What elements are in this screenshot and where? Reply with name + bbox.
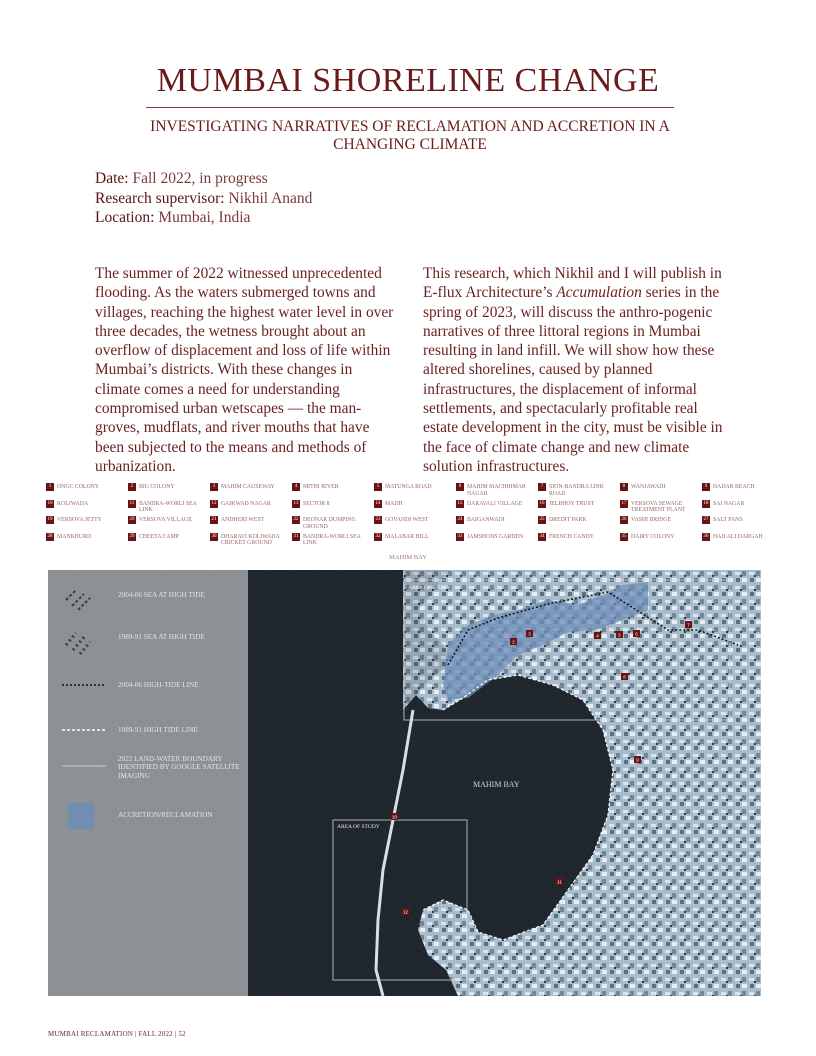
place-number: 22 <box>293 517 299 522</box>
place-name: DADAR BEACH <box>713 484 755 490</box>
place-name: MITHI RIVER <box>303 484 339 490</box>
place-number: 35 <box>621 533 627 539</box>
place-number: 21 <box>211 517 217 522</box>
place-number: 25 <box>539 517 545 522</box>
series-name: Accumulation <box>556 284 642 302</box>
legend-label-accretion: ACCRETION/RECLAMATION <box>118 811 213 819</box>
place-number: 33 <box>457 533 463 539</box>
place-name: VERSOVA SEWAGE TREATMENT PLANT <box>631 500 686 514</box>
svg-text:3: 3 <box>528 631 531 637</box>
supervisor-label: Research supervisor: <box>95 189 225 207</box>
map-marker <box>594 632 601 639</box>
place-name: DEONAR DUMPING GROUND <box>303 517 356 530</box>
svg-text:9: 9 <box>636 757 639 763</box>
place-number: 17 <box>621 500 627 506</box>
place-number: 2 <box>128 483 136 491</box>
place-name: DARAVALI VILLAGE <box>467 500 523 507</box>
place-name: BANDRA-WORLI SEA LINK <box>139 500 197 514</box>
place-number: 31 <box>293 533 299 539</box>
svg-text:4: 4 <box>596 633 599 639</box>
place-number: 12 <box>211 500 217 506</box>
place-number: 4 <box>292 483 300 491</box>
place-name: MALABAR HILL <box>385 533 429 540</box>
place-name: BANDRA-WORLI SEA LINK <box>303 533 361 547</box>
page-subtitle: INVESTIGATING NARRATIVES OF RECLAMATION AND ACCRETION IN A CHANGING CLIMATE <box>150 118 670 153</box>
date-label: Date: <box>95 170 129 187</box>
legend-label-sea-1989: 1989-91 SEA AT HIGH TIDE <box>118 633 205 641</box>
place-name: BIG COLONY <box>139 484 175 490</box>
svg-text:10: 10 <box>391 814 398 820</box>
place-name: KOLIWADA <box>57 500 89 507</box>
map-marker <box>510 638 517 645</box>
place-number: 30 <box>211 533 217 539</box>
map-marker <box>633 630 640 637</box>
place-number: 26 <box>621 517 627 522</box>
place-name: GOVANDI WEST <box>385 517 429 523</box>
place-number: 18 <box>703 500 709 506</box>
project-meta <box>95 169 312 228</box>
place-number: 11 <box>129 500 135 506</box>
body-column-1: The summer of 2022 witnessed unprecedented flooding. As the waters submerged towns and villages, reaching the highest water level in over three decades, the wetness brought about an overflow of displacement and loss of life within Mumbai’s districts. With these changes in climate comes a need for understanding compromised urban wetscapes — the man-groves, mudflats, and river mouths that have been subjected to the means and methods of urbanization. <box>95 265 394 475</box>
place-name: HAJI ALI DARGAH <box>713 533 763 540</box>
map-marker <box>634 756 641 763</box>
study-area-label-1: AREA OF STUDY <box>408 585 451 591</box>
map-marker <box>621 673 628 680</box>
body-column-2-part-a: This research, which Nikhil and I will publish in E-flux Architecture’s <box>423 265 722 302</box>
place-number: 6 <box>456 483 464 491</box>
place-number: 20 <box>129 517 135 522</box>
place-name: VERSOVA JETTY <box>57 517 102 523</box>
place-number: 19 <box>47 517 53 522</box>
place-number: 27 <box>703 517 709 522</box>
place-number: 32 <box>375 533 381 539</box>
place-number: 36 <box>703 533 709 539</box>
legend-label-sea-2004: 2004-06 SEA AT HIGH TIDE <box>118 591 205 599</box>
place-name: SECTOR 8 <box>303 500 330 507</box>
location-label: Location: <box>95 209 155 226</box>
svg-text:12: 12 <box>402 909 409 915</box>
map-marker <box>616 631 623 638</box>
place-name: WANJAWADI <box>631 484 666 490</box>
svg-text:8: 8 <box>623 674 626 680</box>
place-name: ONGC COLONY <box>57 484 100 490</box>
place-number: 5 <box>374 483 382 491</box>
date-value: Fall 2022, in progress <box>132 170 268 187</box>
title-divider <box>146 107 674 108</box>
place-name: ANDHERI WEST <box>221 517 265 523</box>
place-name: BAIGANWADI <box>467 517 505 523</box>
legend-label-line-2004: 2004-06 HIGH-TIDE LINE <box>118 681 199 689</box>
place-name: MANKHURD <box>57 533 92 540</box>
map-legend <box>48 570 248 996</box>
place-number: 9 <box>702 483 710 491</box>
place-number: 14 <box>375 500 381 506</box>
bay-label: MAHIM BAY <box>473 780 520 789</box>
place-name: MAHIM MACHHIMAR NAGAR <box>467 484 526 497</box>
place-name: MADH <box>385 500 403 507</box>
place-name: SAI NAGAR <box>713 500 745 507</box>
place-name: DHARAVI KOLIWADA CRICKET GROUND <box>221 533 280 547</box>
place-number: 28 <box>47 533 53 539</box>
place-number: 24 <box>457 517 463 522</box>
map-marker <box>685 621 692 628</box>
study-area-label-2: AREA OF STUDY <box>337 824 380 830</box>
place-number: 15 <box>457 500 463 506</box>
svg-text:6: 6 <box>635 631 638 637</box>
map-marker <box>526 630 533 637</box>
place-number: 1 <box>46 483 54 491</box>
place-name: VERSOVA VILLAGE <box>139 517 192 523</box>
map-marker <box>391 813 398 820</box>
map-marker <box>402 908 409 915</box>
svg-text:7: 7 <box>687 622 690 628</box>
page-footer: MUMBAI RECLAMATION | FALL 2022 | 52 <box>48 1030 186 1038</box>
body-column-2 <box>423 264 723 476</box>
location-value: Mumbai, India <box>158 209 251 226</box>
place-name: CHEETA CAMP <box>139 533 179 540</box>
place-name: DAIRY COLONY <box>631 533 675 540</box>
place-number: 10 <box>47 500 53 506</box>
place-number: 7 <box>538 483 546 491</box>
place-number: 16 <box>539 500 545 506</box>
map-marker <box>556 878 563 885</box>
place-name: SALT PANS <box>713 517 743 523</box>
place-name: JELBHOY TRUST <box>549 500 595 507</box>
svg-text:5: 5 <box>618 632 621 638</box>
place-name: JAMSHONS GARDEN <box>467 533 524 540</box>
place-name: DREDIT PARK <box>549 517 587 523</box>
place-name: GAIKWAD NAGAR <box>221 500 271 507</box>
legend-label-line-1989: 1989-91 HIGH TIDE LINE <box>118 726 198 734</box>
place-name: MAHIM CAUSEWAY <box>221 484 275 490</box>
place-number: 3 <box>210 483 218 491</box>
place-name: SION-BANDRA LINK ROAD <box>549 484 604 497</box>
supervisor-value: Nikhil Anand <box>228 189 313 207</box>
place-name: MATUNGA ROAD <box>385 484 432 490</box>
map-top-label: MAHIM BAY <box>389 554 427 561</box>
svg-text:11: 11 <box>557 879 562 885</box>
body-column-2-part-b: series in the spring of 2023, will discuss the anthro-pogenic narratives of three littoral regions in Mumbai resulting in land infill. We will show how these altered shorelines, caused by planned infrastructures, the displacement of informal settlements, and spectacularly profitable real estate development in the city, must be visible in the face of climate change and new climate solution infrastructures. <box>423 284 723 475</box>
svg-text:2: 2 <box>512 639 515 645</box>
page-title: MUMBAI SHORELINE CHANGE <box>156 62 660 99</box>
place-number: 8 <box>620 483 628 491</box>
place-name: VASHI BRIDGE <box>631 517 671 523</box>
place-number: 13 <box>293 500 299 506</box>
place-number: 29 <box>129 533 135 539</box>
place-number: 34 <box>539 533 545 539</box>
place-name: FRENCH CANDY <box>549 533 594 540</box>
place-number: 23 <box>375 517 381 522</box>
legend-label-boundary: 2022 LAND-WATER BOUNDARY IDENTIFIED BY GOOGLE SATELLITE IMAGING <box>118 755 240 780</box>
